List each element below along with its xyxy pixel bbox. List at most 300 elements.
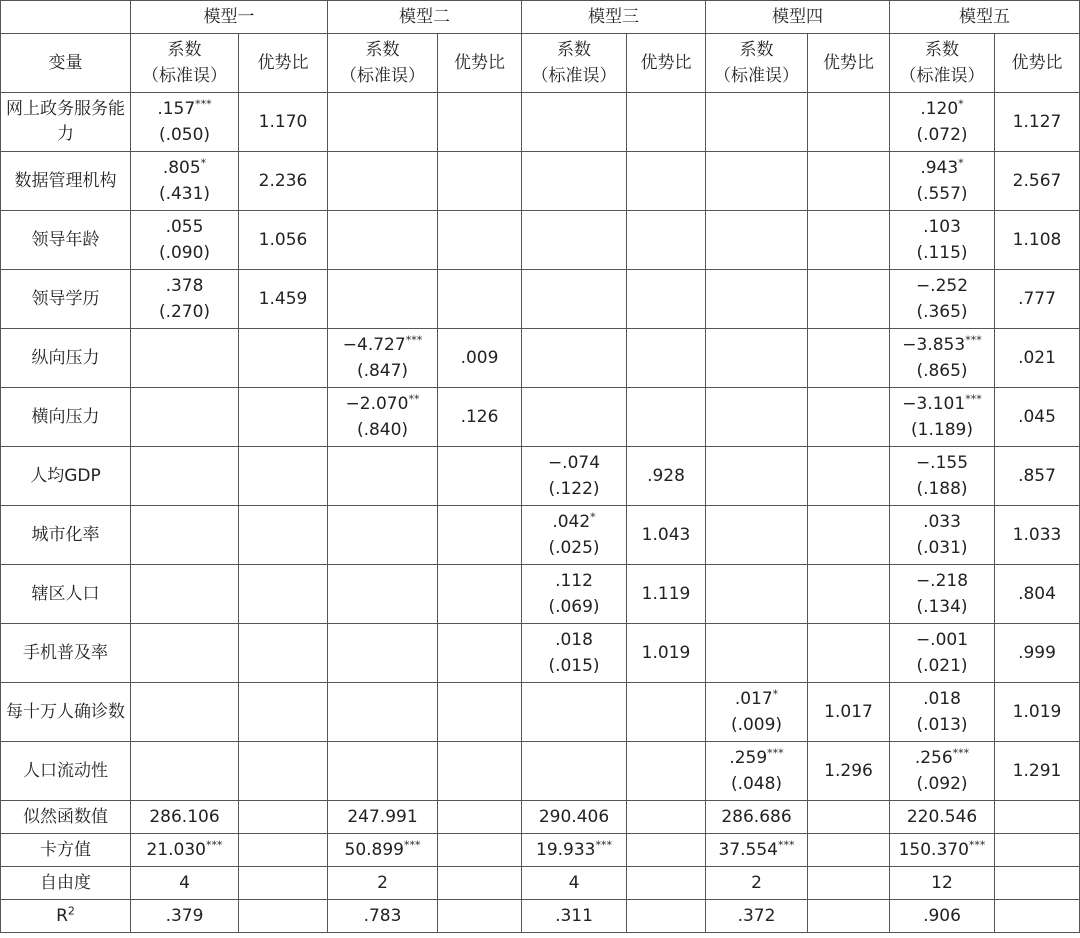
- odds-ratio-cell: .777: [995, 270, 1080, 329]
- coef-cell: [890, 683, 995, 742]
- coef-value: −.218: [915, 571, 969, 591]
- coef-cell: [522, 152, 627, 211]
- stat-value: [890, 900, 995, 933]
- model-header: 模型一: [131, 1, 328, 34]
- odds-ratio-cell: [438, 683, 522, 742]
- odds-ratio-cell: [438, 506, 522, 565]
- empty-cell: [627, 801, 706, 834]
- odds-ratio-cell: [808, 329, 890, 388]
- stat-number: .379: [165, 906, 204, 926]
- odds-ratio-cell: .857: [995, 447, 1080, 506]
- coef-value: .103: [923, 217, 961, 237]
- stat-value: [890, 834, 995, 867]
- std-error: (.115): [916, 243, 968, 263]
- corner-cell: [1, 1, 131, 34]
- odds-ratio-cell: [627, 270, 706, 329]
- coef-line: [330, 332, 435, 358]
- coef-cell: [522, 683, 627, 742]
- empty-cell: [995, 834, 1080, 867]
- stat-name: [1, 867, 131, 900]
- empty-cell: [995, 801, 1080, 834]
- coef-line: [892, 96, 992, 122]
- odds-ratio-header: 优势比: [627, 34, 706, 93]
- std-error: (.048): [730, 774, 783, 794]
- stat-row: [1, 801, 1080, 834]
- table-row: [1, 742, 1080, 801]
- coef-header-line2: （标准误）: [899, 66, 985, 86]
- stat-value: [328, 900, 438, 933]
- odds-ratio-header: 优势比: [239, 34, 328, 93]
- stat-number: 4: [179, 873, 190, 893]
- odds-ratio-cell: [808, 211, 890, 270]
- std-error: (.025): [548, 538, 600, 558]
- odds-ratio-cell: .999: [995, 624, 1080, 683]
- stat-number: 220.546: [906, 807, 978, 827]
- std-error: (.013): [916, 715, 968, 735]
- empty-cell: [808, 801, 890, 834]
- empty-cell: [995, 867, 1080, 900]
- coef-line: [892, 155, 992, 181]
- coef-value: −.155: [915, 453, 969, 473]
- coef-cell: [328, 447, 438, 506]
- stat-value: [131, 867, 239, 900]
- variable-name: 辖区人口: [1, 565, 131, 624]
- coef-cell: [131, 270, 239, 329]
- coef-header: [328, 34, 438, 93]
- table-row: [1, 152, 1080, 211]
- stat-name: [1, 834, 131, 867]
- stat-number: .311: [555, 906, 593, 926]
- stat-value: [131, 900, 239, 933]
- empty-cell: [995, 900, 1080, 933]
- table-row: [1, 329, 1080, 388]
- empty-cell: [627, 834, 706, 867]
- odds-ratio-cell: [239, 447, 328, 506]
- significance-stars: *: [200, 156, 207, 170]
- coef-cell: [131, 742, 239, 801]
- coef-cell: [522, 447, 627, 506]
- significance-stars: ***: [965, 392, 982, 406]
- variable-name: 城市化率: [1, 506, 131, 565]
- coef-line: [892, 568, 992, 594]
- coef-line: [708, 745, 805, 771]
- odds-ratio-cell: 1.043: [627, 506, 706, 565]
- coef-line: [330, 391, 435, 417]
- table-row: [1, 388, 1080, 447]
- odds-ratio-cell: 1.291: [995, 742, 1080, 801]
- coef-line: [892, 450, 992, 476]
- coef-header: [522, 34, 627, 93]
- coef-line: [892, 214, 992, 240]
- stat-value: [328, 801, 438, 834]
- coef-cell: [131, 93, 239, 152]
- empty-cell: [239, 834, 328, 867]
- coef-cell: [706, 329, 808, 388]
- coef-cell: [328, 270, 438, 329]
- stat-value: [131, 834, 239, 867]
- std-error: (.134): [916, 597, 968, 617]
- stat-number: .372: [737, 906, 776, 926]
- variable-name: 每十万人确诊数: [1, 683, 131, 742]
- empty-cell: [438, 900, 522, 933]
- std-error: (.090): [158, 243, 211, 263]
- table-row: [1, 506, 1080, 565]
- coef-line: [892, 745, 992, 771]
- coef-header-line2: （标准误）: [714, 66, 799, 86]
- model-header-row: [1, 1, 1080, 34]
- stat-number: 19.933: [536, 840, 596, 860]
- variable-header: 变量: [1, 34, 131, 93]
- odds-ratio-cell: [627, 388, 706, 447]
- coef-cell: [522, 270, 627, 329]
- table-body: [1, 93, 1080, 933]
- odds-ratio-cell: [438, 152, 522, 211]
- odds-ratio-cell: [438, 565, 522, 624]
- coef-value: .018: [555, 630, 593, 650]
- stat-label: 卡方值: [40, 840, 91, 860]
- stat-value: [706, 834, 808, 867]
- coef-cell: [131, 447, 239, 506]
- variable-name: 人均GDP: [1, 447, 131, 506]
- table-row: [1, 624, 1080, 683]
- odds-ratio-cell: [438, 93, 522, 152]
- stat-number: .783: [363, 906, 402, 926]
- coef-header: [706, 34, 808, 93]
- model-header: 模型三: [522, 1, 706, 34]
- coef-value: .259: [729, 748, 768, 768]
- coef-line: [524, 450, 624, 476]
- std-error: (.009): [730, 715, 783, 735]
- odds-ratio-cell: [808, 93, 890, 152]
- coef-line: [892, 509, 992, 535]
- odds-ratio-cell: .804: [995, 565, 1080, 624]
- coef-cell: [131, 211, 239, 270]
- coef-header-line1: 系数: [167, 40, 202, 60]
- odds-ratio-cell: 1.017: [808, 683, 890, 742]
- coef-value: −.074: [547, 453, 601, 473]
- empty-cell: [239, 867, 328, 900]
- significance-stars: *: [590, 510, 596, 524]
- odds-ratio-cell: [808, 506, 890, 565]
- variable-name: 领导学历: [1, 270, 131, 329]
- std-error: (1.189): [911, 420, 973, 440]
- stat-label: R: [56, 906, 68, 926]
- coef-cell: [522, 742, 627, 801]
- coef-cell: [706, 506, 808, 565]
- std-error: (.072): [916, 125, 968, 145]
- stat-number: 4: [568, 873, 580, 893]
- coef-value: −3.101: [902, 394, 966, 414]
- coef-value: −3.853: [902, 335, 966, 355]
- significance-stars: ***: [952, 746, 970, 760]
- coef-value: .033: [923, 512, 961, 532]
- significance-stars: ***: [403, 838, 421, 852]
- coef-cell: [328, 388, 438, 447]
- stat-name: [1, 801, 131, 834]
- std-error: (.865): [916, 361, 968, 381]
- coef-cell: [706, 388, 808, 447]
- stat-value: [706, 900, 808, 933]
- coef-header-line2: （标准误）: [531, 66, 617, 86]
- stat-value: [131, 801, 239, 834]
- stat-label-superscript: 2: [67, 904, 75, 918]
- coef-line: [892, 686, 992, 712]
- coef-cell: [328, 624, 438, 683]
- std-error: (.840): [356, 420, 409, 440]
- stat-value: [522, 801, 627, 834]
- coef-value: .120: [920, 99, 959, 119]
- odds-ratio-cell: [627, 152, 706, 211]
- coef-cell: [706, 624, 808, 683]
- odds-ratio-cell: [627, 211, 706, 270]
- stat-value: [890, 867, 995, 900]
- stat-row: [1, 867, 1080, 900]
- coef-header-line2: （标准误）: [142, 66, 227, 86]
- coef-value: −2.070: [345, 394, 409, 414]
- odds-ratio-cell: [808, 388, 890, 447]
- coef-line: [133, 96, 236, 122]
- odds-ratio-cell: [627, 742, 706, 801]
- odds-ratio-header: 优势比: [995, 34, 1080, 93]
- coef-cell: [890, 152, 995, 211]
- stat-number: .906: [923, 906, 961, 926]
- empty-cell: [438, 801, 522, 834]
- coef-cell: [522, 93, 627, 152]
- coef-cell: [890, 270, 995, 329]
- coef-value: .042: [552, 512, 591, 532]
- stat-name: [1, 900, 131, 933]
- coef-value: .157: [157, 99, 196, 119]
- stat-number: 2: [751, 873, 762, 893]
- odds-ratio-cell: [808, 447, 890, 506]
- odds-ratio-cell: 1.019: [995, 683, 1080, 742]
- empty-cell: [438, 834, 522, 867]
- table-row: [1, 211, 1080, 270]
- coef-value: .055: [165, 217, 204, 237]
- significance-stars: ***: [777, 838, 795, 852]
- variable-name: 纵向压力: [1, 329, 131, 388]
- coef-cell: [131, 624, 239, 683]
- odds-ratio-cell: .126: [438, 388, 522, 447]
- table-row: [1, 683, 1080, 742]
- stat-number: 21.030: [146, 840, 206, 860]
- coef-cell: [706, 742, 808, 801]
- significance-stars: ***: [205, 838, 223, 852]
- odds-ratio-cell: 2.236: [239, 152, 328, 211]
- coef-line: [524, 568, 624, 594]
- std-error: (.847): [356, 361, 409, 381]
- odds-ratio-cell: [808, 565, 890, 624]
- odds-ratio-cell: 1.019: [627, 624, 706, 683]
- coef-cell: [890, 211, 995, 270]
- table-row: [1, 565, 1080, 624]
- coef-cell: [328, 565, 438, 624]
- odds-ratio-cell: [239, 388, 328, 447]
- odds-ratio-cell: [239, 506, 328, 565]
- coef-cell: [522, 211, 627, 270]
- coef-header-line2: （标准误）: [340, 66, 425, 86]
- coef-value: .378: [165, 276, 204, 296]
- coef-value: −.001: [915, 630, 969, 650]
- odds-ratio-cell: 1.056: [239, 211, 328, 270]
- column-header-row: [1, 34, 1080, 93]
- significance-stars: ***: [968, 838, 986, 852]
- significance-stars: ***: [767, 746, 784, 760]
- stat-label: 自由度: [40, 873, 91, 893]
- coef-header-line1: 系数: [739, 40, 774, 60]
- coef-cell: [890, 624, 995, 683]
- significance-stars: *: [958, 97, 964, 111]
- stat-number: 286.106: [149, 807, 220, 827]
- coef-cell: [131, 152, 239, 211]
- stat-number: 286.686: [721, 807, 792, 827]
- coef-line: [524, 509, 624, 535]
- coef-cell: [890, 329, 995, 388]
- odds-ratio-cell: [808, 270, 890, 329]
- empty-cell: [808, 867, 890, 900]
- odds-ratio-cell: [627, 683, 706, 742]
- coef-line: [892, 332, 992, 358]
- coef-line: [892, 273, 992, 299]
- model-header: 模型二: [328, 1, 522, 34]
- odds-ratio-cell: [438, 742, 522, 801]
- stat-number: 37.554: [718, 840, 778, 860]
- odds-ratio-header: 优势比: [438, 34, 522, 93]
- variable-name: 数据管理机构: [1, 152, 131, 211]
- coef-cell: [131, 683, 239, 742]
- stat-value: [328, 834, 438, 867]
- std-error: (.270): [158, 302, 211, 322]
- table-row: [1, 93, 1080, 152]
- empty-cell: [627, 900, 706, 933]
- std-error: (.050): [158, 125, 211, 145]
- significance-stars: ***: [195, 97, 212, 111]
- odds-ratio-cell: 1.296: [808, 742, 890, 801]
- stat-number: 12: [931, 873, 953, 893]
- stat-value: [522, 867, 627, 900]
- odds-ratio-header: 优势比: [808, 34, 890, 93]
- coef-cell: [131, 506, 239, 565]
- coef-cell: [328, 93, 438, 152]
- empty-cell: [627, 867, 706, 900]
- odds-ratio-cell: [239, 329, 328, 388]
- coef-cell: [328, 683, 438, 742]
- odds-ratio-cell: 1.108: [995, 211, 1080, 270]
- std-error: (.092): [916, 774, 968, 794]
- coef-header-line1: 系数: [925, 40, 959, 60]
- significance-stars: *: [958, 156, 964, 170]
- std-error: (.031): [916, 538, 968, 558]
- coef-cell: [890, 447, 995, 506]
- odds-ratio-cell: [627, 93, 706, 152]
- variable-name: 人口流动性: [1, 742, 131, 801]
- odds-ratio-cell: 1.170: [239, 93, 328, 152]
- odds-ratio-cell: [239, 565, 328, 624]
- coef-value: .805: [162, 158, 201, 178]
- significance-stars: **: [408, 392, 420, 406]
- table-row: [1, 447, 1080, 506]
- coef-value: .017: [734, 689, 773, 709]
- coef-cell: [131, 388, 239, 447]
- odds-ratio-cell: .009: [438, 329, 522, 388]
- odds-ratio-cell: 1.119: [627, 565, 706, 624]
- variable-name: 横向压力: [1, 388, 131, 447]
- empty-cell: [438, 867, 522, 900]
- stat-row: [1, 900, 1080, 933]
- std-error: (.015): [548, 656, 600, 676]
- odds-ratio-cell: [808, 624, 890, 683]
- empty-cell: [808, 834, 890, 867]
- stat-number: 2: [377, 873, 388, 893]
- coef-cell: [328, 742, 438, 801]
- std-error: (.021): [916, 656, 968, 676]
- coef-cell: [131, 329, 239, 388]
- stat-value: [706, 801, 808, 834]
- coef-line: [133, 214, 236, 240]
- variable-name: 手机普及率: [1, 624, 131, 683]
- coef-cell: [890, 506, 995, 565]
- empty-cell: [808, 900, 890, 933]
- coef-cell: [706, 270, 808, 329]
- std-error: (.431): [158, 184, 211, 204]
- odds-ratio-cell: [808, 152, 890, 211]
- variable-name: 网上政务服务能力: [1, 93, 131, 152]
- empty-cell: [239, 801, 328, 834]
- model-header: 模型四: [706, 1, 890, 34]
- stat-number: 50.899: [344, 840, 404, 860]
- coef-cell: [328, 152, 438, 211]
- coef-header-line1: 系数: [557, 40, 591, 60]
- odds-ratio-cell: [239, 742, 328, 801]
- coef-cell: [706, 93, 808, 152]
- stat-value: [890, 801, 995, 834]
- coef-value: −4.727: [342, 335, 406, 355]
- coef-header: [890, 34, 995, 93]
- coef-cell: [890, 742, 995, 801]
- odds-ratio-cell: 1.127: [995, 93, 1080, 152]
- odds-ratio-cell: 1.459: [239, 270, 328, 329]
- stat-number: 290.406: [538, 807, 610, 827]
- stat-number: 150.370: [898, 840, 969, 860]
- stat-value: [706, 867, 808, 900]
- stat-label: 似然函数值: [23, 807, 108, 827]
- table-row: [1, 270, 1080, 329]
- coef-cell: [522, 506, 627, 565]
- coef-value: −.252: [915, 276, 969, 296]
- coef-cell: [706, 152, 808, 211]
- stat-value: [522, 900, 627, 933]
- coef-cell: [890, 93, 995, 152]
- odds-ratio-cell: 1.033: [995, 506, 1080, 565]
- std-error: (.122): [548, 479, 600, 499]
- significance-stars: ***: [965, 333, 982, 347]
- std-error: (.557): [916, 184, 968, 204]
- coef-cell: [706, 683, 808, 742]
- odds-ratio-cell: 2.567: [995, 152, 1080, 211]
- coef-line: [892, 391, 992, 417]
- variable-name: 领导年龄: [1, 211, 131, 270]
- coef-cell: [328, 329, 438, 388]
- model-header: 模型五: [890, 1, 1080, 34]
- coef-cell: [522, 624, 627, 683]
- odds-ratio-cell: [438, 211, 522, 270]
- coef-line: [133, 273, 236, 299]
- coef-value: .256: [914, 748, 953, 768]
- std-error: (.069): [548, 597, 600, 617]
- stat-number: 247.991: [347, 807, 418, 827]
- coef-line: [133, 155, 236, 181]
- odds-ratio-cell: .021: [995, 329, 1080, 388]
